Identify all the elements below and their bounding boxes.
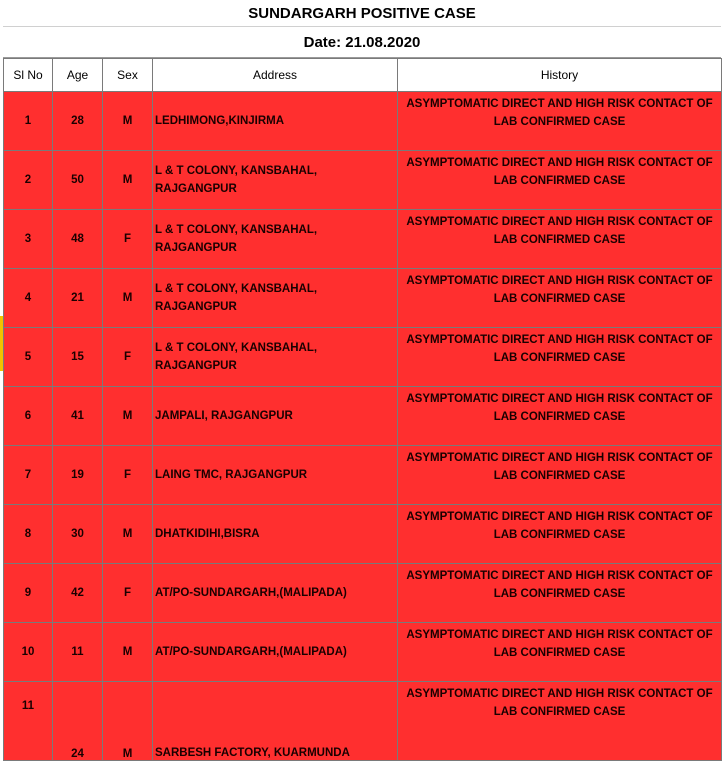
cell-sex[interactable]: M xyxy=(103,682,153,761)
cell-sex[interactable]: M xyxy=(103,505,153,564)
cell-address[interactable]: L & T COLONY, KANSBAHAL, RAJGANGPUR xyxy=(153,269,398,328)
cell-sex[interactable]: M xyxy=(103,623,153,682)
cell-address[interactable]: SARBESH FACTORY, KUARMUNDA xyxy=(153,682,398,761)
table-row xyxy=(4,328,722,387)
cell-sl-no[interactable]: 7 xyxy=(4,446,53,505)
header-sl-no[interactable]: Sl No xyxy=(4,59,53,92)
cell-sl-no[interactable]: 5 xyxy=(4,328,53,387)
cell-sex[interactable]: F xyxy=(103,328,153,387)
cell-sex[interactable]: F xyxy=(103,210,153,269)
table-row xyxy=(4,505,722,564)
table-row xyxy=(4,269,722,328)
cell-sl-no[interactable]: 1 xyxy=(4,92,53,151)
cell-history[interactable]: ASYMPTOMATIC DIRECT AND HIGH RISK CONTACT OF LAB CONFIRMED CASE xyxy=(398,564,722,623)
cell-history[interactable]: ASYMPTOMATIC DIRECT AND HIGH RISK CONTACT OF LAB CONFIRMED CASE xyxy=(398,269,722,328)
cell-sl-no[interactable]: 2 xyxy=(4,151,53,210)
cell-history[interactable]: ASYMPTOMATIC DIRECT AND HIGH RISK CONTACT OF LAB CONFIRMED CASE xyxy=(398,92,722,151)
spreadsheet xyxy=(3,0,721,761)
sheet-date: Date: 21.08.2020 xyxy=(3,27,721,58)
cell-address[interactable]: L & T COLONY, KANSBAHAL, RAJGANGPUR xyxy=(153,210,398,269)
cell-age[interactable]: 42 xyxy=(53,564,103,623)
cell-address[interactable]: AT/PO-SUNDARGARH,(MALIPADA) xyxy=(153,623,398,682)
cell-address[interactable]: DHATKIDIHI,BISRA xyxy=(153,505,398,564)
table-row xyxy=(4,151,722,210)
table-row xyxy=(4,446,722,505)
cell-address[interactable]: LEDHIMONG,KINJIRMA xyxy=(153,92,398,151)
table-row xyxy=(4,92,722,151)
cell-address[interactable]: JAMPALI, RAJGANGPUR xyxy=(153,387,398,446)
cell-age[interactable]: 19 xyxy=(53,446,103,505)
cases-table xyxy=(3,58,722,761)
cell-history[interactable]: ASYMPTOMATIC DIRECT AND HIGH RISK CONTACT OF LAB CONFIRMED CASE xyxy=(398,328,722,387)
table-row xyxy=(4,623,722,682)
cell-sl-no[interactable]: 6 xyxy=(4,387,53,446)
cell-history[interactable]: ASYMPTOMATIC DIRECT AND HIGH RISK CONTACT OF LAB CONFIRMED CASE xyxy=(398,505,722,564)
cell-sex[interactable]: M xyxy=(103,92,153,151)
cell-age[interactable]: 48 xyxy=(53,210,103,269)
cell-address[interactable]: AT/PO-SUNDARGARH,(MALIPADA) xyxy=(153,564,398,623)
sheet-title: SUNDARGARH POSITIVE CASE xyxy=(3,0,721,27)
cell-sex[interactable]: M xyxy=(103,151,153,210)
cell-address[interactable]: L & T COLONY, KANSBAHAL, RAJGANGPUR xyxy=(153,151,398,210)
table-body xyxy=(4,92,722,761)
cell-history[interactable]: ASYMPTOMATIC DIRECT AND HIGH RISK CONTACT OF LAB CONFIRMED CASE xyxy=(398,151,722,210)
table-row xyxy=(4,387,722,446)
cell-sex[interactable]: F xyxy=(103,564,153,623)
cell-history[interactable]: ASYMPTOMATIC DIRECT AND HIGH RISK CONTACT OF LAB CONFIRMED CASE xyxy=(398,446,722,505)
header-history[interactable]: History xyxy=(398,59,722,92)
cell-age[interactable]: 11 xyxy=(53,623,103,682)
cell-age[interactable]: 24 xyxy=(53,682,103,761)
cell-age[interactable]: 21 xyxy=(53,269,103,328)
header-row xyxy=(4,59,722,92)
cell-history[interactable]: ASYMPTOMATIC DIRECT AND HIGH RISK CONTACT OF LAB CONFIRMED CASE xyxy=(398,210,722,269)
cell-sex[interactable]: M xyxy=(103,269,153,328)
cell-age[interactable]: 15 xyxy=(53,328,103,387)
cell-sl-no[interactable]: 3 xyxy=(4,210,53,269)
cell-sl-no[interactable]: 4 xyxy=(4,269,53,328)
header-sex[interactable]: Sex xyxy=(103,59,153,92)
cell-age[interactable]: 30 xyxy=(53,505,103,564)
header-address[interactable]: Address xyxy=(153,59,398,92)
table-row xyxy=(4,682,722,761)
cell-sex[interactable]: M xyxy=(103,387,153,446)
table-row xyxy=(4,210,722,269)
cell-sex[interactable]: F xyxy=(103,446,153,505)
cell-age[interactable]: 41 xyxy=(53,387,103,446)
cell-history[interactable]: ASYMPTOMATIC DIRECT AND HIGH RISK CONTACT OF LAB CONFIRMED CASE xyxy=(398,623,722,682)
cell-sl-no[interactable]: 10 xyxy=(4,623,53,682)
header-age[interactable]: Age xyxy=(53,59,103,92)
cell-sl-no[interactable]: 9 xyxy=(4,564,53,623)
cell-sl-no[interactable]: 11 xyxy=(4,682,53,761)
cell-age[interactable]: 50 xyxy=(53,151,103,210)
cell-history[interactable]: ASYMPTOMATIC DIRECT AND HIGH RISK CONTACT OF LAB CONFIRMED CASE xyxy=(398,387,722,446)
table-row xyxy=(4,564,722,623)
cell-sl-no[interactable]: 8 xyxy=(4,505,53,564)
cell-history[interactable]: ASYMPTOMATIC DIRECT AND HIGH RISK CONTACT OF LAB CONFIRMED CASE xyxy=(398,682,722,761)
cell-address[interactable]: L & T COLONY, KANSBAHAL, RAJGANGPUR xyxy=(153,328,398,387)
cell-address[interactable]: LAING TMC, RAJGANGPUR xyxy=(153,446,398,505)
cell-age[interactable]: 28 xyxy=(53,92,103,151)
